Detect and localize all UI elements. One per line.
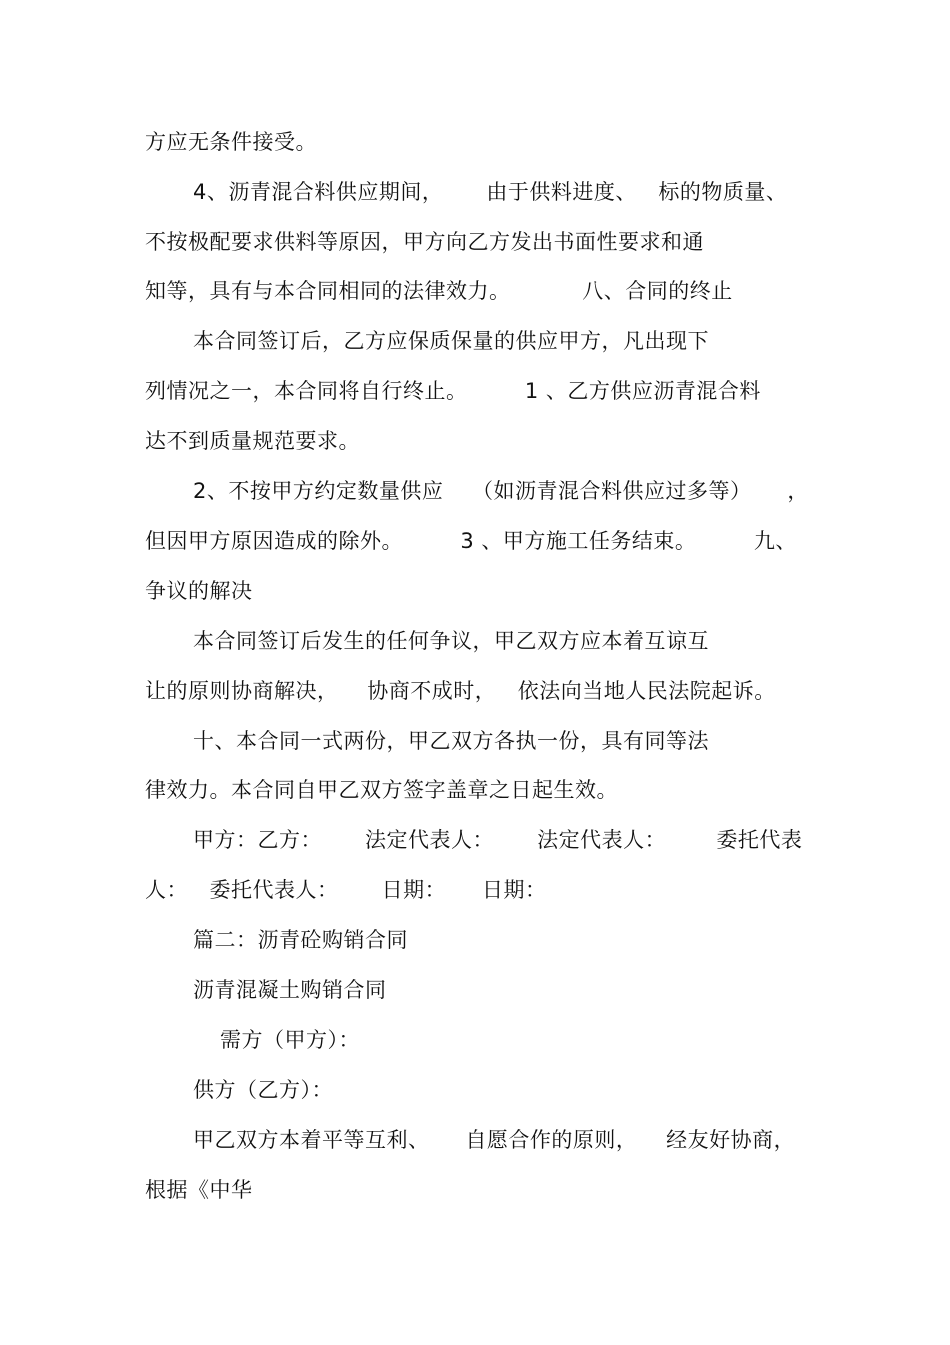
text-line-10: 争议的解决	[145, 579, 253, 603]
text-line-7: 达不到质量规范要求。	[145, 429, 360, 453]
text-line-15: 甲方：乙方： 法定代表人： 法定代表人： 委托代表	[193, 828, 803, 852]
text-line-14: 律效力。本合同自甲乙双方签字盖章之日起生效。	[145, 778, 618, 802]
text-line-13: 十、本合同一式两份，甲乙双方各执一份，具有同等法	[193, 729, 709, 753]
text-line-19: 需方（甲方）：	[220, 1028, 360, 1052]
text-line-16: 人： 委托代表人： 日期： 日期：	[145, 878, 547, 902]
text-line-22: 根据《中华	[145, 1178, 253, 1202]
text-line-20: 供方（乙方）：	[193, 1078, 333, 1102]
text-line-18: 沥青混凝土购销合同	[193, 978, 387, 1002]
text-line-5: 本合同签订后，乙方应保质保量的供应甲方，凡出现下	[193, 329, 709, 353]
text-line-8: 2、不按甲方约定数量供应 （如沥青混合料供应过多等） ，	[193, 479, 809, 503]
text-line-11: 本合同签订后发生的任何争议，甲乙双方应本着互谅互	[193, 629, 709, 653]
text-line-12: 让的原则协商解决， 协商不成时， 依法向当地人民法院起诉。	[145, 679, 776, 703]
text-line-3: 不按极配要求供料等原因，甲方向乙方发出书面性要求和通	[145, 230, 704, 254]
text-line-17: 篇二：沥青砼购销合同	[193, 928, 408, 952]
text-line-1: 方应无条件接受。	[145, 130, 317, 154]
text-line-2: 4、沥青混合料供应期间， 由于供料进度、 标的物质量、	[193, 180, 788, 204]
text-line-21: 甲乙双方本着平等互利、 自愿合作的原则， 经友好协商，	[193, 1128, 796, 1152]
text-line-6: 列情况之一，本合同将自行终止。 1 、乙方供应沥青混合料	[145, 379, 761, 403]
text-line-9: 但因甲方原因造成的除外。 3 、甲方施工任务结束。 九、	[145, 529, 797, 553]
text-line-4: 知等，具有与本合同相同的法律效力。 八、合同的终止	[145, 279, 733, 303]
